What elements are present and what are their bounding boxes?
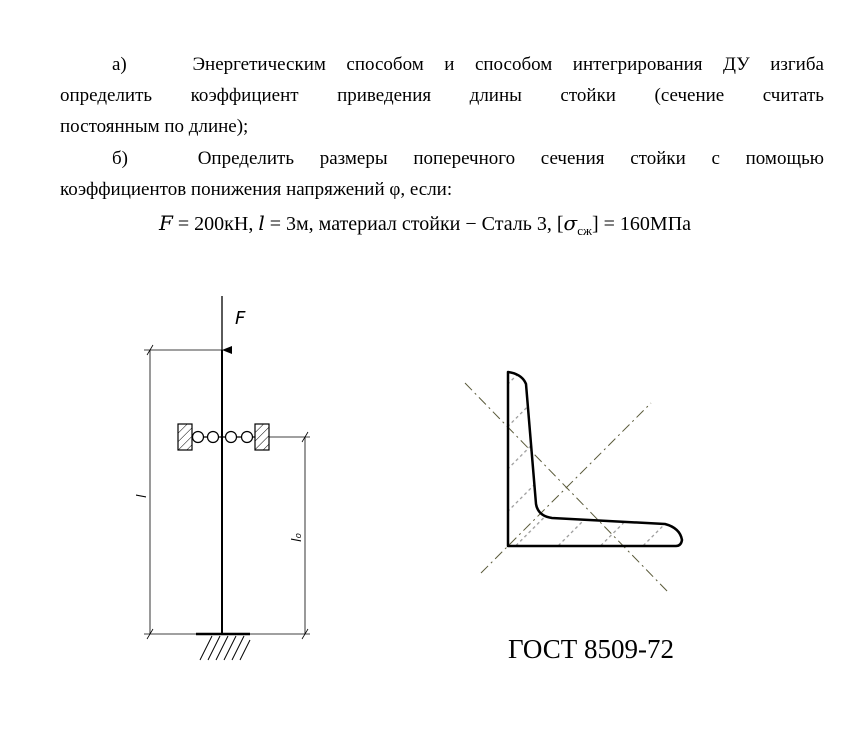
word: и [444, 54, 455, 75]
word: размеры [319, 148, 388, 169]
column-scheme [135, 296, 310, 660]
word: определить [60, 85, 153, 106]
lateral-support [178, 424, 269, 450]
word: помощью [745, 148, 824, 169]
word: способом [346, 54, 424, 75]
word: с [711, 148, 720, 169]
length-symbol: l [258, 211, 265, 235]
pin-circle [226, 432, 237, 443]
support-block-right [255, 424, 269, 450]
sigma-symbol: σ [563, 211, 578, 235]
word: Энергетическим [192, 54, 326, 75]
word: приведения [337, 85, 432, 106]
word: интегрирования [572, 54, 703, 75]
pin-circle [193, 432, 204, 443]
word: коэффициент [190, 85, 299, 106]
section-standard-label: ГОСТ 8509-72 [508, 634, 675, 664]
dimension-l [144, 345, 222, 639]
task-b-label: б) [112, 148, 128, 169]
word: поперечного [413, 148, 516, 169]
word: длины [469, 85, 522, 106]
task-a-label: а) [112, 54, 127, 75]
task-a-line-3: постоянным по длине); [60, 116, 249, 137]
word: ДУ [723, 54, 750, 75]
word: стойки [560, 85, 616, 106]
support-block-left [178, 424, 192, 450]
force-symbol: F [158, 211, 173, 235]
word: считать [762, 85, 824, 106]
angle-section [465, 372, 682, 592]
length-and-material: = 3м, материал стойки − Сталь 3, [ [264, 213, 564, 235]
force-value: = 200кН, [172, 213, 259, 235]
length-label: l [135, 494, 150, 498]
principal-axis-2 [481, 403, 651, 573]
word: стойки [630, 148, 686, 169]
sigma-subscript: сж [577, 223, 592, 238]
word: Определить [197, 148, 294, 169]
allowable-stress-value: ] = 160МПа [591, 213, 692, 235]
pin-circle [242, 432, 253, 443]
fixed-support-hatch [200, 636, 250, 660]
reduced-length-label: l₀ [290, 533, 305, 542]
pin-circle [208, 432, 219, 443]
word: (сечение [654, 85, 725, 106]
word: изгиба [770, 54, 824, 75]
word: сечения [540, 148, 605, 169]
force-label: F [235, 308, 246, 329]
task-b-line-2: коэффициентов понижения напряжений φ, если: [60, 179, 453, 200]
word: способом [474, 54, 553, 75]
